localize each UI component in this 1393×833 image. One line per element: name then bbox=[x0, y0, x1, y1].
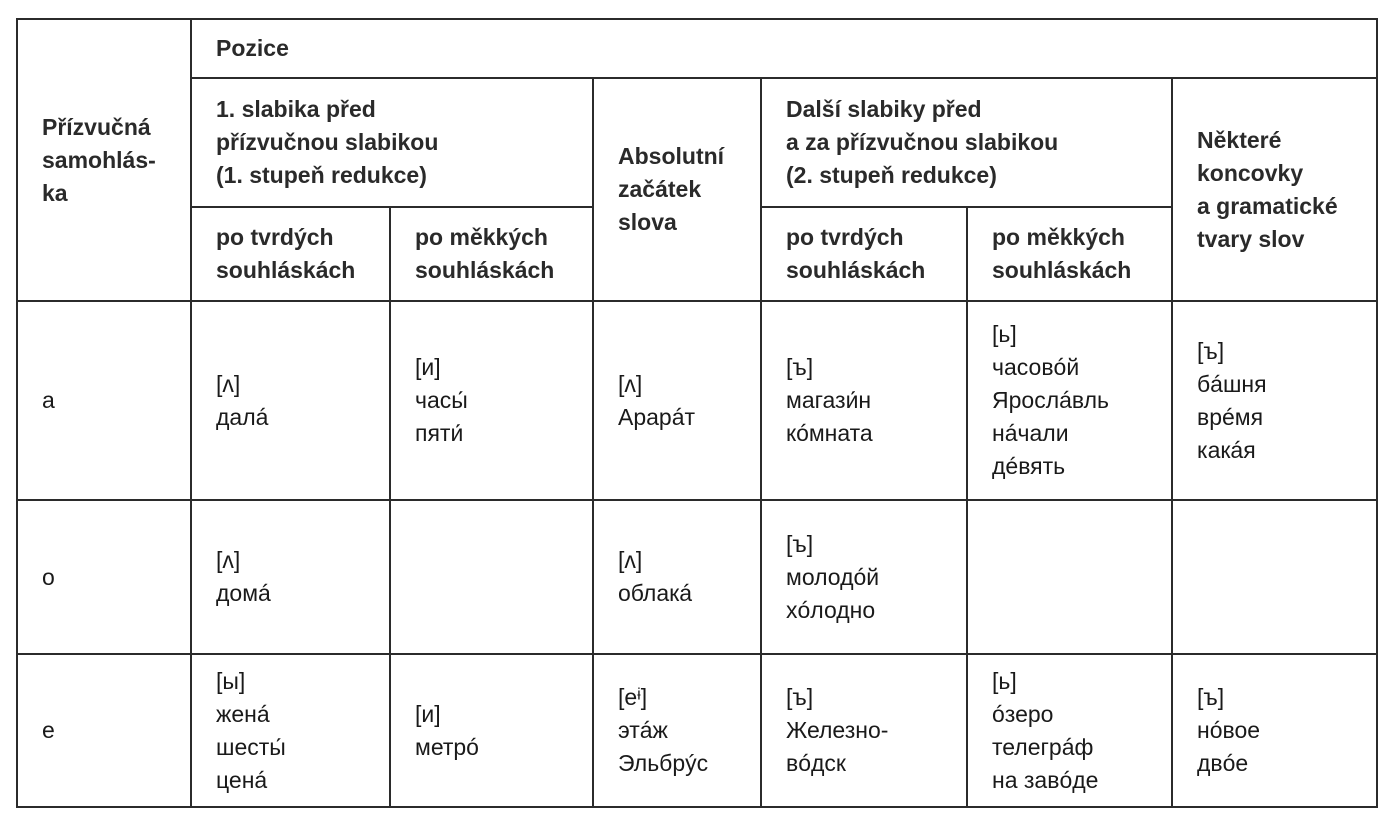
vowel-cell: o bbox=[17, 500, 191, 654]
table-cell: [и] часы́ пяти́ bbox=[390, 301, 593, 500]
table-row bbox=[17, 301, 1377, 500]
table-cell: [ъ] магази́н кóмната bbox=[761, 301, 967, 500]
position-header: Pozice bbox=[191, 19, 1377, 78]
table-cell bbox=[390, 500, 593, 654]
table-cell: [ы] женá шесты́ ценá bbox=[191, 654, 390, 807]
after-hard-header-1: po tvrdých souhláskách bbox=[191, 207, 390, 301]
absolute-start-header: Absolutní začátek slova bbox=[593, 78, 761, 301]
after-soft-header-2: po měkkých souhláskách bbox=[967, 207, 1172, 301]
table-cell: [ʌ] Арарáт bbox=[593, 301, 761, 500]
table-row bbox=[17, 654, 1377, 807]
table-cell: [и] метрó bbox=[390, 654, 593, 807]
after-hard-header-2: po tvrdých souhláskách bbox=[761, 207, 967, 301]
table-cell: [ъ] нóвое двóе bbox=[1172, 654, 1377, 807]
table-cell: [ъ] Железно- вóдск bbox=[761, 654, 967, 807]
table-cell: [ъ] бáшня врéмя какáя bbox=[1172, 301, 1377, 500]
table-cell bbox=[967, 500, 1172, 654]
table-cell: [ʌ] домá bbox=[191, 500, 390, 654]
vowel-reduction-table bbox=[16, 18, 1378, 808]
table-cell: [ь] óзеро телегрáф на завóде bbox=[967, 654, 1172, 807]
table-cell: [ь] часовóй Ярослáвль нáчали дéвять bbox=[967, 301, 1172, 500]
table-cell bbox=[1172, 500, 1377, 654]
table-cell: [ъ] молодóй хóлодно bbox=[761, 500, 967, 654]
table-cell: [ʌ] облакá bbox=[593, 500, 761, 654]
table-row bbox=[17, 500, 1377, 654]
vowel-cell: e bbox=[17, 654, 191, 807]
endings-header: Některé koncovky a gramatické tvary slov bbox=[1172, 78, 1377, 301]
table-cell: [eᶤ] этáж Эльбрýс bbox=[593, 654, 761, 807]
after-soft-header-1: po měkkých souhláskách bbox=[390, 207, 593, 301]
stressed-vowel-header: Přízvučná samohlás- ka bbox=[17, 19, 191, 301]
first-syllable-header: 1. slabika před přízvučnou slabikou (1. stupeň redukce) bbox=[191, 78, 593, 207]
other-syllables-header: Další slabiky před a za přízvučnou slabikou (2. stupeň redukce) bbox=[761, 78, 1172, 207]
table-cell: [ʌ] далá bbox=[191, 301, 390, 500]
vowel-cell: a bbox=[17, 301, 191, 500]
